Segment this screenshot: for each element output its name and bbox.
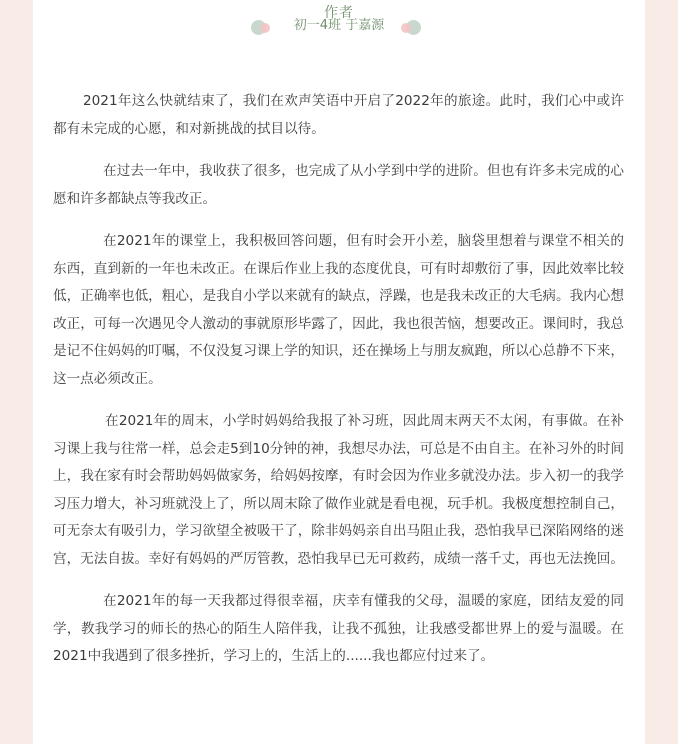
author-label: 作者 bbox=[324, 5, 354, 21]
paragraph: 在过去一年中，我收获了很多，也完成了从小学到中学的进阶。但也有许多未完成的心愿和许多都缺点等我改正。 bbox=[53, 163, 624, 207]
paragraph: 在2021年的课堂上，我积极回答问题，但有时会开小差，脑袋里想着与课堂不相关的东西，直到新的一年也未改正。在课后作业上我的态度优良，可有时却敷衍了事，因此效率比较低，正确率也低，粗心，是我自小学以来就有的缺点，浮躁，也是我未改正的大毛病。我内心想改正，可每一次遇见令人激动的事就原形毕露了，因此，我也很苦恼，想要改正。课间时，我总是记不住妈妈的叮嘱，不仅没复习课上学的知识，还在操场上与朋友疯跑，所以心总静不下来，这一点必须改正。 bbox=[53, 233, 624, 387]
paragraph: 2021年这么快就结束了，我们在欢声笑语中开启了2022年的旅途。此时，我们心中或许都有未完成的心愿，和对新挑战的拭目以待。 bbox=[53, 93, 624, 137]
article-body bbox=[53, 88, 624, 686]
paragraph: 在2021年的每一天我都过得很幸福，庆幸有懂我的父母，温暖的家庭，团结友爱的同学，教我学习的师长的热心的陌生人陪伴我，让我不孤独，让我感受都世界上的爱与温暖。在2021中我遇到了很多挫折，学习上的，生活上的......我也都应付过来了。 bbox=[53, 593, 624, 664]
paragraph: 在2021年的周末，小学时妈妈给我报了补习班，因此周末两天不太闲，有事做。在补习课上我与往常一样，总会走5到10分钟的神，我想尽办法，可总是不由自主。在补习外的时间上，我在家有时会帮助妈妈做家务，给妈妈按摩，有时会因为作业多就没办法。步入初一的我学习压力增大，补习班就没上了，所以周末除了做作业就是看电视，玩手机。我极度想控制自己，可无奈太有吸引力，学习欲望全被吸干了，除非妈妈亲自出马阻止我，恐怕我早已深陷网络的迷宫，无法自拔。幸好有妈妈的严厉管教，恐怕我早已无可救药，成绩一落千丈，再也无法挽回。 bbox=[53, 413, 624, 567]
author-byline: 初一4班 于嘉源 bbox=[293, 18, 385, 33]
article-page bbox=[33, 0, 645, 744]
